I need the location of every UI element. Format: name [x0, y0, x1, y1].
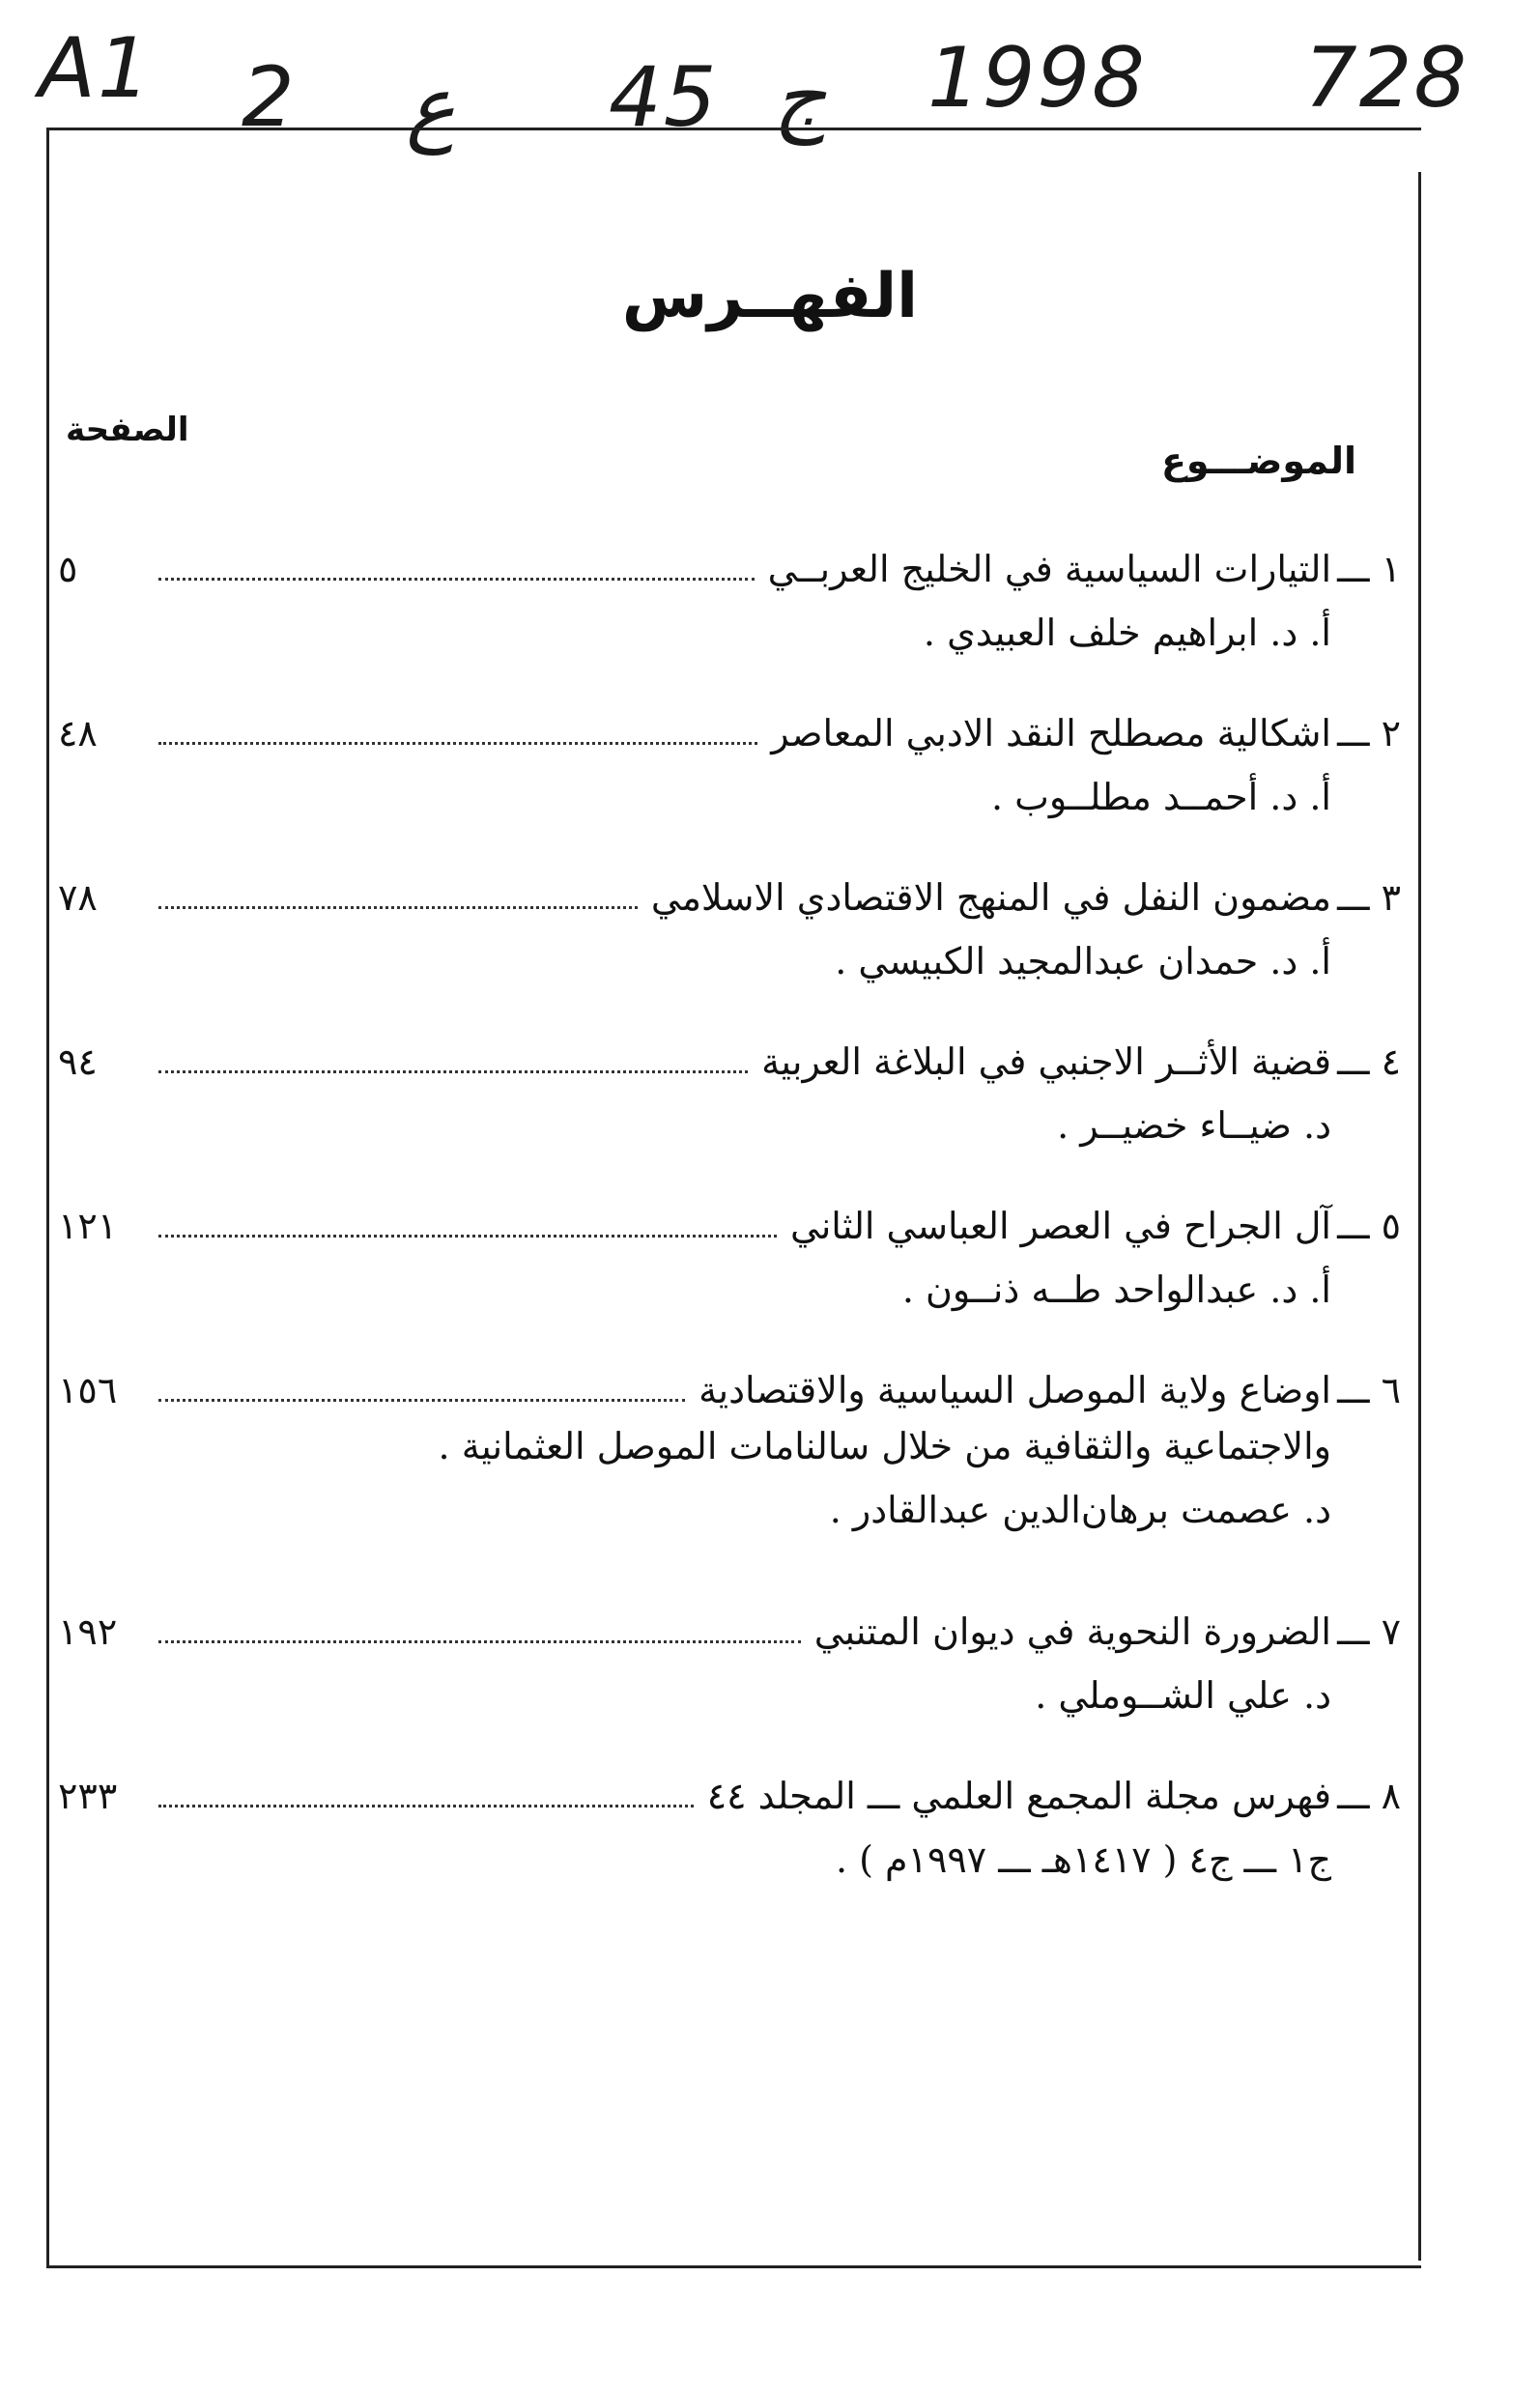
entry-title-continuation: والاجتماعية والثقافية من خلال سالنامات الموصل العثمانية .: [438, 1425, 1331, 1467]
hw-volume: 45: [609, 49, 719, 146]
entry-author: د. علي الشــوملي .: [1035, 1674, 1331, 1717]
entry-number: ٥ ـــ: [1337, 1205, 1401, 1247]
column-header-topic: الموضـــوع: [1160, 440, 1356, 482]
entry-number: ٤ ـــ: [1337, 1040, 1401, 1083]
page-frame-right-edge: [1418, 172, 1421, 2261]
entry-title: اوضاع ولاية الموصل السياسية والاقتصادية: [699, 1369, 1331, 1411]
hw-year: 1998: [927, 30, 1147, 127]
page-title: الفهــرس: [621, 261, 919, 332]
leader-dots: [158, 577, 755, 581]
entry-page: ٩٤: [58, 1040, 98, 1083]
toc-entry[interactable]: [58, 1768, 1401, 1888]
toc-entry[interactable]: [58, 705, 1401, 825]
entry-page: ٧٨: [58, 876, 98, 919]
leader-dots: [158, 1234, 777, 1238]
toc-entry[interactable]: [58, 541, 1401, 661]
entry-page: ١٩٢: [58, 1610, 118, 1653]
hw-volume-label: ج: [773, 49, 827, 146]
entry-author: أ. د. أحمــد مطلــوب .: [990, 776, 1331, 818]
leader-dots: [158, 1398, 685, 1402]
toc-entry[interactable]: [58, 1604, 1401, 1723]
entry-author: أ. د. حمدان عبدالمجيد الكبيسي .: [835, 940, 1331, 982]
toc-entry[interactable]: [58, 1362, 1401, 1538]
toc-entry[interactable]: [58, 1034, 1401, 1153]
entry-number: ٦ ـــ: [1337, 1369, 1401, 1411]
entry-page: ١٥٦: [58, 1369, 118, 1411]
entry-title: فهرس مجلة المجمع العلمي ـــ المجلد ٤٤: [706, 1775, 1331, 1817]
entry-page: ٤٨: [58, 712, 98, 754]
toc-entry[interactable]: [58, 869, 1401, 989]
entry-author: د. ضيــاء خضيــر .: [1057, 1104, 1331, 1147]
entry-title-continuation: ج١ ـــ ج٤ ( ١٤١٧هـ ـــ ١٩٩٧م ) .: [835, 1838, 1331, 1881]
entry-number: ١ ـــ: [1337, 548, 1401, 590]
entry-number: ٧ ـــ: [1337, 1610, 1401, 1653]
entry-page: ١٢١: [58, 1205, 118, 1247]
leader-dots: [158, 741, 757, 745]
entry-number: ٢ ـــ: [1337, 712, 1401, 754]
entry-title: الضرورة النحوية في ديوان المتنبي: [813, 1610, 1331, 1653]
leader-dots: [158, 1639, 801, 1643]
leader-dots: [158, 905, 638, 909]
entry-author: أ. د. عبدالواحد طــه ذنــون .: [901, 1268, 1331, 1311]
toc-entry[interactable]: [58, 1198, 1401, 1318]
hw-code: A1: [39, 20, 153, 117]
entry-number: ٨ ـــ: [1337, 1775, 1401, 1817]
entry-title: التيارات السياسية في الخليج العربــي: [767, 548, 1331, 590]
entry-author: أ. د. ابراهيم خلف العبيدي .: [923, 612, 1331, 654]
entry-title: مضمون النفل في المنهج الاقتصادي الاسلامي: [650, 876, 1331, 919]
hw-ref: 728: [1304, 30, 1469, 127]
entry-title: اشكالية مصطلح النقد الادبي المعاصر: [771, 712, 1331, 754]
hw-part: ع: [406, 59, 456, 156]
entry-page: ٥: [58, 548, 78, 590]
entry-page: ٢٣٣: [58, 1775, 118, 1817]
entry-author: د. عصمت برهان‌الدين عبدالقادر .: [829, 1489, 1331, 1531]
leader-dots: [158, 1069, 748, 1073]
hw-issue: 2: [242, 49, 297, 146]
entry-title: قضية الأثــر الاجنبي في البلاغة العربية: [761, 1040, 1331, 1083]
entry-number: ٣ ـــ: [1337, 876, 1401, 919]
column-header-page: الصفحة: [66, 411, 189, 449]
entry-title: آل الجراح في العصر العباسي الثاني: [790, 1205, 1331, 1247]
leader-dots: [158, 1804, 694, 1807]
